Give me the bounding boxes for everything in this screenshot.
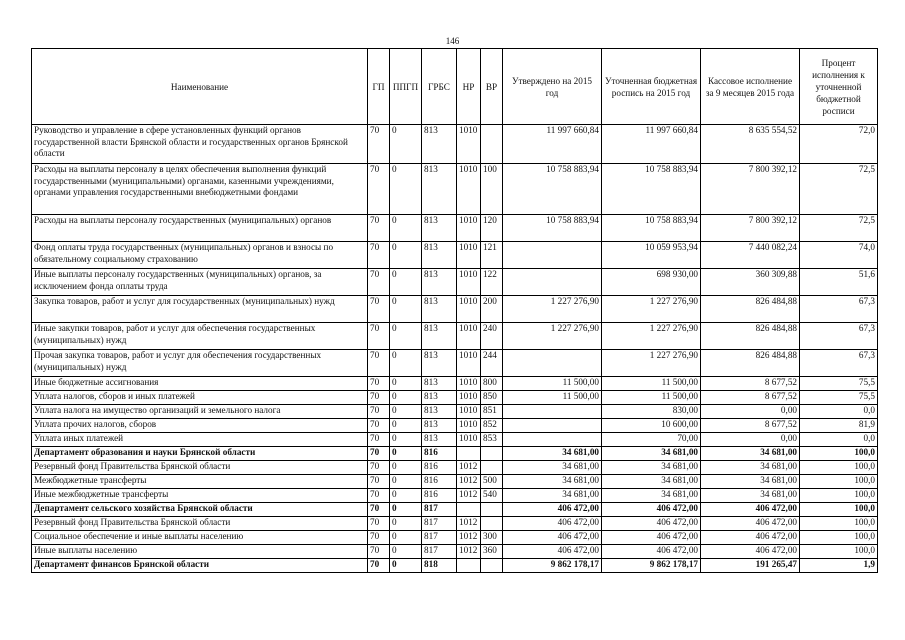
vr-cell: 240 — [481, 323, 503, 350]
percent-cell: 74,0 — [800, 242, 878, 269]
grbs-cell: 813 — [422, 125, 457, 164]
refined-cell: 34 681,00 — [602, 447, 701, 461]
name-cell: Резервный фонд Правительства Брянской области — [32, 517, 368, 531]
np-cell: 1010 — [457, 269, 481, 296]
name-cell: Расходы на выплаты персоналу государственных (муниципальных) органов — [32, 215, 368, 242]
gp-cell: 70 — [368, 391, 390, 405]
gp-cell: 70 — [368, 323, 390, 350]
ppgp-cell: 0 — [390, 391, 422, 405]
gp-cell: 70 — [368, 125, 390, 164]
cash-cell: 360 309,88 — [701, 269, 800, 296]
approved-cell: 406 472,00 — [503, 531, 602, 545]
cash-cell: 34 681,00 — [701, 489, 800, 503]
grbs-cell: 816 — [422, 475, 457, 489]
percent-cell: 72,5 — [800, 215, 878, 242]
approved-cell — [503, 405, 602, 419]
ppgp-cell: 0 — [390, 517, 422, 531]
gp-cell: 70 — [368, 461, 390, 475]
cash-cell: 0,00 — [701, 433, 800, 447]
name-cell: Иные выплаты населению — [32, 545, 368, 559]
gp-cell: 70 — [368, 242, 390, 269]
gp-cell: 70 — [368, 503, 390, 517]
vr-cell — [481, 559, 503, 573]
approved-cell: 406 472,00 — [503, 545, 602, 559]
percent-cell: 67,3 — [800, 296, 878, 323]
vr-cell: 300 — [481, 531, 503, 545]
approved-cell: 10 758 883,94 — [503, 215, 602, 242]
ppgp-cell: 0 — [390, 531, 422, 545]
table-row — [32, 296, 878, 323]
np-cell — [457, 447, 481, 461]
ppgp-cell: 0 — [390, 125, 422, 164]
ppgp-cell: 0 — [390, 489, 422, 503]
vr-cell: 851 — [481, 405, 503, 419]
approved-cell: 406 472,00 — [503, 517, 602, 531]
vr-cell: 540 — [481, 489, 503, 503]
gp-cell: 70 — [368, 419, 390, 433]
approved-cell: 11 500,00 — [503, 377, 602, 391]
table-row — [32, 461, 878, 475]
budget-table — [31, 48, 878, 573]
approved-cell: 11 500,00 — [503, 391, 602, 405]
ppgp-cell: 0 — [390, 447, 422, 461]
grbs-cell: 817 — [422, 545, 457, 559]
np-cell: 1010 — [457, 323, 481, 350]
cash-cell: 406 472,00 — [701, 517, 800, 531]
header-np: НР — [457, 49, 481, 125]
percent-cell: 100,0 — [800, 517, 878, 531]
gp-cell: 70 — [368, 405, 390, 419]
np-cell: 1010 — [457, 419, 481, 433]
vr-cell: 360 — [481, 545, 503, 559]
header-percent: Процент исполнения к уточненной бюджетной росписи — [800, 49, 878, 125]
name-cell: Иные закупки товаров, работ и услуг для обеспечения государственных (муниципальных) нужд — [32, 323, 368, 350]
vr-cell — [481, 503, 503, 517]
name-cell: Руководство и управление в сфере установленных функций органов государственной власти Брянской области и государственных органов Брянской области — [32, 125, 368, 164]
vr-cell — [481, 125, 503, 164]
np-cell: 1012 — [457, 545, 481, 559]
gp-cell: 70 — [368, 350, 390, 377]
name-cell: Уплата налога на имущество организаций и земельного налога — [32, 405, 368, 419]
percent-cell: 72,5 — [800, 164, 878, 215]
grbs-cell: 813 — [422, 391, 457, 405]
table-row — [32, 503, 878, 517]
cash-cell: 0,00 — [701, 405, 800, 419]
vr-cell: 100 — [481, 164, 503, 215]
cash-cell: 7 800 392,12 — [701, 164, 800, 215]
np-cell: 1012 — [457, 531, 481, 545]
name-cell: Расходы на выплаты персоналу в целях обеспечения выполнения функций государственными (муниципальными) органами, казенными учреждениями, органами управления государственными внебюджетными фондами — [32, 164, 368, 215]
refined-cell: 10 758 883,94 — [602, 164, 701, 215]
table-row — [32, 323, 878, 350]
gp-cell: 70 — [368, 517, 390, 531]
percent-cell: 67,3 — [800, 323, 878, 350]
np-cell — [457, 503, 481, 517]
table-row — [32, 125, 878, 164]
table-row — [32, 164, 878, 215]
cash-cell: 34 681,00 — [701, 447, 800, 461]
grbs-cell: 813 — [422, 433, 457, 447]
table-row — [32, 391, 878, 405]
grbs-cell: 818 — [422, 559, 457, 573]
approved-cell — [503, 350, 602, 377]
table-row — [32, 215, 878, 242]
refined-cell: 11 997 660,84 — [602, 125, 701, 164]
grbs-cell: 813 — [422, 215, 457, 242]
ppgp-cell: 0 — [390, 350, 422, 377]
refined-cell: 1 227 276,90 — [602, 350, 701, 377]
gp-cell: 70 — [368, 296, 390, 323]
ppgp-cell: 0 — [390, 433, 422, 447]
cash-cell: 826 484,88 — [701, 350, 800, 377]
name-cell: Прочая закупка товаров, работ и услуг для обеспечения государственных (муниципальных) нужд — [32, 350, 368, 377]
header-grbs: ГРБС — [422, 49, 457, 125]
np-cell: 1010 — [457, 296, 481, 323]
gp-cell: 70 — [368, 164, 390, 215]
table-row — [32, 559, 878, 573]
np-cell: 1010 — [457, 391, 481, 405]
name-cell: Департамент сельского хозяйства Брянской области — [32, 503, 368, 517]
ppgp-cell: 0 — [390, 405, 422, 419]
approved-cell — [503, 433, 602, 447]
ppgp-cell: 0 — [390, 461, 422, 475]
approved-cell: 11 997 660,84 — [503, 125, 602, 164]
grbs-cell: 813 — [422, 419, 457, 433]
grbs-cell: 816 — [422, 489, 457, 503]
cash-cell: 8 677,52 — [701, 419, 800, 433]
refined-cell: 830,00 — [602, 405, 701, 419]
ppgp-cell: 0 — [390, 545, 422, 559]
refined-cell: 70,00 — [602, 433, 701, 447]
ppgp-cell: 0 — [390, 164, 422, 215]
ppgp-cell: 0 — [390, 475, 422, 489]
np-cell: 1010 — [457, 164, 481, 215]
refined-cell: 406 472,00 — [602, 531, 701, 545]
approved-cell: 10 758 883,94 — [503, 164, 602, 215]
name-cell: Резервный фонд Правительства Брянской области — [32, 461, 368, 475]
header-cash: Кассовое исполнение за 9 месяцев 2015 года — [701, 49, 800, 125]
refined-cell: 11 500,00 — [602, 377, 701, 391]
np-cell: 1010 — [457, 215, 481, 242]
grbs-cell: 813 — [422, 377, 457, 391]
percent-cell: 100,0 — [800, 447, 878, 461]
table-row — [32, 447, 878, 461]
np-cell: 1010 — [457, 405, 481, 419]
refined-cell: 698 930,00 — [602, 269, 701, 296]
header-gp: ГП — [368, 49, 390, 125]
cash-cell: 8 677,52 — [701, 391, 800, 405]
vr-cell: 852 — [481, 419, 503, 433]
percent-cell: 0,0 — [800, 405, 878, 419]
name-cell: Уплата прочих налогов, сборов — [32, 419, 368, 433]
percent-cell: 100,0 — [800, 531, 878, 545]
vr-cell: 200 — [481, 296, 503, 323]
gp-cell: 70 — [368, 215, 390, 242]
table-row — [32, 269, 878, 296]
ppgp-cell: 0 — [390, 215, 422, 242]
vr-cell — [481, 517, 503, 531]
approved-cell: 9 862 178,17 — [503, 559, 602, 573]
approved-cell — [503, 242, 602, 269]
header-name: Наименование — [32, 49, 368, 125]
table-row — [32, 489, 878, 503]
ppgp-cell: 0 — [390, 503, 422, 517]
gp-cell: 70 — [368, 545, 390, 559]
table-row — [32, 242, 878, 269]
vr-cell: 121 — [481, 242, 503, 269]
refined-cell: 10 059 953,94 — [602, 242, 701, 269]
name-cell: Закупка товаров, работ и услуг для государственных (муниципальных) нужд — [32, 296, 368, 323]
table-row — [32, 475, 878, 489]
vr-cell — [481, 447, 503, 461]
vr-cell: 853 — [481, 433, 503, 447]
name-cell: Департамент образования и науки Брянской области — [32, 447, 368, 461]
gp-cell: 70 — [368, 269, 390, 296]
percent-cell: 1,9 — [800, 559, 878, 573]
refined-cell: 406 472,00 — [602, 517, 701, 531]
refined-cell: 11 500,00 — [602, 391, 701, 405]
grbs-cell: 813 — [422, 323, 457, 350]
refined-cell: 406 472,00 — [602, 545, 701, 559]
grbs-cell: 817 — [422, 531, 457, 545]
percent-cell: 72,0 — [800, 125, 878, 164]
refined-cell: 10 600,00 — [602, 419, 701, 433]
table-row — [32, 419, 878, 433]
cash-cell: 7 800 392,12 — [701, 215, 800, 242]
grbs-cell: 813 — [422, 242, 457, 269]
vr-cell: 122 — [481, 269, 503, 296]
grbs-cell: 813 — [422, 405, 457, 419]
approved-cell — [503, 419, 602, 433]
cash-cell: 34 681,00 — [701, 461, 800, 475]
percent-cell: 100,0 — [800, 503, 878, 517]
grbs-cell: 813 — [422, 164, 457, 215]
cash-cell: 826 484,88 — [701, 296, 800, 323]
approved-cell: 34 681,00 — [503, 447, 602, 461]
refined-cell: 10 758 883,94 — [602, 215, 701, 242]
np-cell: 1010 — [457, 350, 481, 377]
cash-cell: 826 484,88 — [701, 323, 800, 350]
approved-cell: 1 227 276,90 — [503, 323, 602, 350]
np-cell: 1010 — [457, 433, 481, 447]
np-cell: 1010 — [457, 377, 481, 391]
table-row — [32, 517, 878, 531]
approved-cell: 34 681,00 — [503, 475, 602, 489]
refined-cell: 1 227 276,90 — [602, 323, 701, 350]
gp-cell: 70 — [368, 433, 390, 447]
grbs-cell: 813 — [422, 269, 457, 296]
np-cell — [457, 559, 481, 573]
name-cell: Департамент финансов Брянской области — [32, 559, 368, 573]
grbs-cell: 813 — [422, 296, 457, 323]
percent-cell: 100,0 — [800, 489, 878, 503]
np-cell: 1012 — [457, 489, 481, 503]
percent-cell: 100,0 — [800, 461, 878, 475]
np-cell: 1012 — [457, 517, 481, 531]
header-approved: Утверждено на 2015 год — [503, 49, 602, 125]
name-cell: Уплата налогов, сборов и иных платежей — [32, 391, 368, 405]
name-cell: Иные выплаты персоналу государственных (муниципальных) органов, за исключением фонда оплаты труда — [32, 269, 368, 296]
approved-cell: 34 681,00 — [503, 461, 602, 475]
cash-cell: 406 472,00 — [701, 545, 800, 559]
cash-cell: 34 681,00 — [701, 475, 800, 489]
approved-cell: 1 227 276,90 — [503, 296, 602, 323]
grbs-cell: 817 — [422, 517, 457, 531]
refined-cell: 34 681,00 — [602, 461, 701, 475]
header-refined: Уточненная бюджетная роспись на 2015 год — [602, 49, 701, 125]
np-cell: 1010 — [457, 242, 481, 269]
table-row — [32, 377, 878, 391]
percent-cell: 51,6 — [800, 269, 878, 296]
header-vr: ВР — [481, 49, 503, 125]
percent-cell: 75,5 — [800, 377, 878, 391]
percent-cell: 75,5 — [800, 391, 878, 405]
name-cell: Социальное обеспечение и иные выплаты населению — [32, 531, 368, 545]
ppgp-cell: 0 — [390, 559, 422, 573]
cash-cell: 8 677,52 — [701, 377, 800, 391]
header-row — [32, 49, 878, 125]
grbs-cell: 813 — [422, 350, 457, 377]
name-cell: Иные межбюджетные трансферты — [32, 489, 368, 503]
cash-cell: 406 472,00 — [701, 503, 800, 517]
table-row — [32, 350, 878, 377]
cash-cell: 191 265,47 — [701, 559, 800, 573]
table-row — [32, 545, 878, 559]
refined-cell: 9 862 178,17 — [602, 559, 701, 573]
page-number: 146 — [445, 36, 460, 46]
table-row — [32, 531, 878, 545]
vr-cell: 800 — [481, 377, 503, 391]
cash-cell: 406 472,00 — [701, 531, 800, 545]
vr-cell: 500 — [481, 475, 503, 489]
vr-cell: 850 — [481, 391, 503, 405]
gp-cell: 70 — [368, 531, 390, 545]
table-row — [32, 405, 878, 419]
ppgp-cell: 0 — [390, 419, 422, 433]
approved-cell — [503, 269, 602, 296]
refined-cell: 34 681,00 — [602, 489, 701, 503]
cash-cell: 7 440 082,24 — [701, 242, 800, 269]
cash-cell: 8 635 554,52 — [701, 125, 800, 164]
name-cell: Межбюджетные трансферты — [32, 475, 368, 489]
vr-cell: 120 — [481, 215, 503, 242]
gp-cell: 70 — [368, 377, 390, 391]
name-cell: Иные бюджетные ассигнования — [32, 377, 368, 391]
grbs-cell: 816 — [422, 461, 457, 475]
refined-cell: 34 681,00 — [602, 475, 701, 489]
vr-cell: 244 — [481, 350, 503, 377]
ppgp-cell: 0 — [390, 377, 422, 391]
name-cell: Уплата иных платежей — [32, 433, 368, 447]
percent-cell: 0,0 — [800, 433, 878, 447]
np-cell: 1010 — [457, 125, 481, 164]
approved-cell: 406 472,00 — [503, 503, 602, 517]
grbs-cell: 816 — [422, 447, 457, 461]
gp-cell: 70 — [368, 489, 390, 503]
refined-cell: 1 227 276,90 — [602, 296, 701, 323]
ppgp-cell: 0 — [390, 296, 422, 323]
gp-cell: 70 — [368, 559, 390, 573]
refined-cell: 406 472,00 — [602, 503, 701, 517]
ppgp-cell: 0 — [390, 269, 422, 296]
percent-cell: 100,0 — [800, 475, 878, 489]
np-cell: 1012 — [457, 461, 481, 475]
gp-cell: 70 — [368, 447, 390, 461]
grbs-cell: 817 — [422, 503, 457, 517]
vr-cell — [481, 461, 503, 475]
gp-cell: 70 — [368, 475, 390, 489]
ppgp-cell: 0 — [390, 323, 422, 350]
np-cell: 1012 — [457, 475, 481, 489]
header-ppgp: ППГП — [390, 49, 422, 125]
table-row — [32, 433, 878, 447]
approved-cell: 34 681,00 — [503, 489, 602, 503]
ppgp-cell: 0 — [390, 242, 422, 269]
percent-cell: 67,3 — [800, 350, 878, 377]
name-cell: Фонд оплаты труда государственных (муниципальных) органов и взносы по обязательному социальному страхованию — [32, 242, 368, 269]
percent-cell: 100,0 — [800, 545, 878, 559]
percent-cell: 81,9 — [800, 419, 878, 433]
